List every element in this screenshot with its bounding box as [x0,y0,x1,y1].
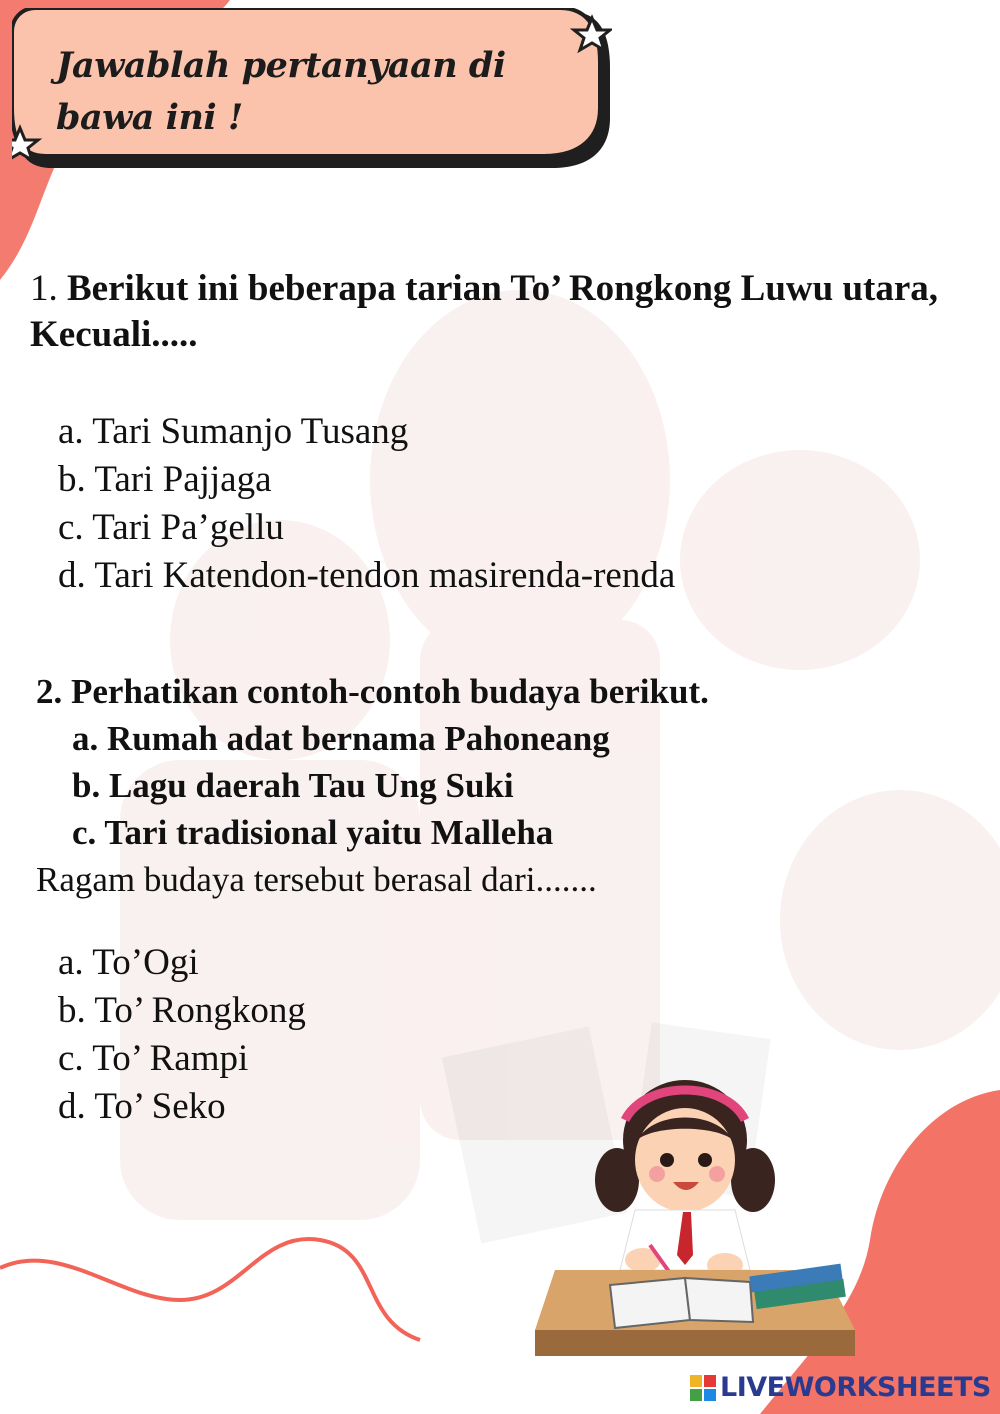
option-c[interactable]: c. To’ Rampi [58,1038,249,1079]
option-d[interactable]: d. To’ Seko [58,1086,226,1127]
list-item: a. Rumah adat bernama Pahoneang [72,719,610,758]
question-1-options [58,408,675,600]
student-illustration [525,1070,865,1360]
question-2-text: 2. Perhatikan contoh-contoh budaya berikut. [36,672,709,711]
option-b[interactable]: b. To’ Rongkong [58,990,306,1031]
question-2-stem: Ragam budaya tersebut berasal dari....... [36,860,597,899]
logo-text: LIVEWORKSHEETS [720,1372,991,1403]
instruction-text: Jawablah pertanyaan di bawa ini ! [56,45,506,138]
list-item: b. Lagu daerah Tau Ung Suki [72,766,514,805]
question-2-options [58,939,306,1131]
option-c[interactable]: c. Tari Pa’gellu [58,507,284,548]
question-number: 1. [30,268,58,309]
question-1 [30,266,970,358]
option-b[interactable]: b. Tari Pajjaga [58,459,272,500]
liveworksheets-icon [690,1375,716,1401]
option-a[interactable]: a. To’Ogi [58,942,199,983]
option-d[interactable]: d. Tari Katendon-tendon masirenda-renda [58,555,676,596]
list-item: c. Tari tradisional yaitu Malleha [72,813,554,852]
liveworksheets-logo [690,1372,991,1403]
option-a[interactable]: a. Tari Sumanjo Tusang [58,411,409,452]
question-2-items [72,715,610,856]
question-text: Berikut ini beberapa tarian To’ Rongkong Luwu utara, Kecuali..... [30,268,939,355]
